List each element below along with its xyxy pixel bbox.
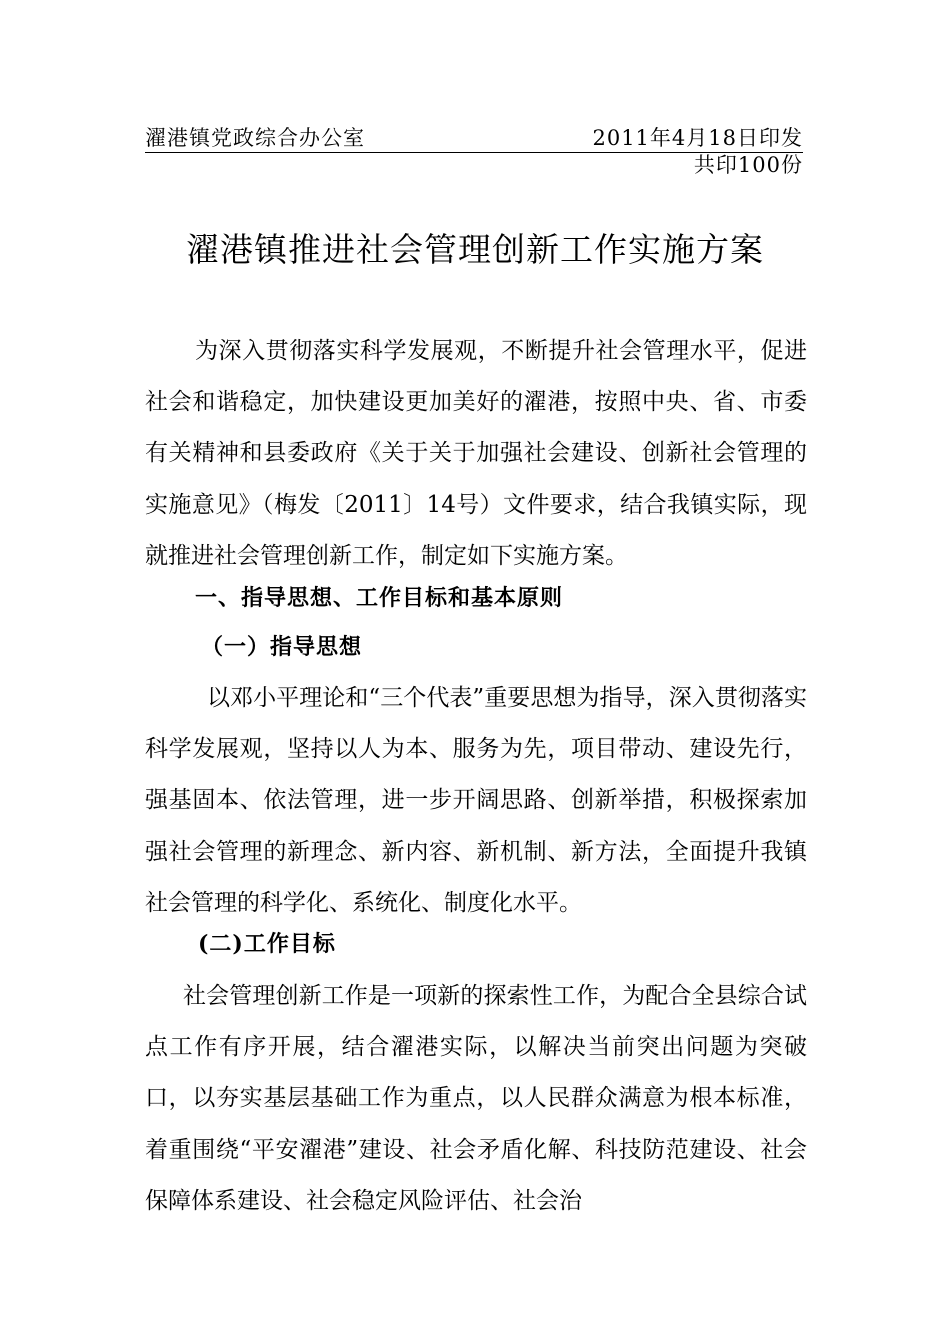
subsection-heading-work-goals: (二)工作目标 [198, 931, 336, 957]
print-copies: 共印100份 [693, 153, 803, 177]
section-heading-1: 一、指导思想、工作目标和基本原则 [195, 586, 564, 611]
guiding-thought-paragraph: 以邓小平理论和“三个代表”重要思想为指导，深入贯彻落实科学发展观，坚持以人为本、服务为先，项目带动、建设先行，强基固本、依法管理，进一步开阔思路、创新举措，积极探索加强社会管理的新理念、新内容、新机制、新方法，全面提升我镇社会管理的科学化、系统化、制度化水平。 [145, 685, 807, 916]
document-title: 濯港镇推进社会管理创新工作实施方案 [186, 230, 764, 269]
work-goals-paragraph: 社会管理创新工作是一项新的探索性工作，为配合全县综合试点工作有序开展，结合濯港实际，以解决当前突出问题为突破口，以夯实基层基础工作为重点，以人民群众满意为根本标准，着重围绕“平安濯港”建设、社会矛盾化解、科技防范建设、社会保障体系建设、社会稳定风险评估、社会治 [145, 983, 807, 1214]
issuer-name: 濯港镇党政综合办公室 [145, 126, 365, 150]
subsection-heading-guiding-thought: （一）指导思想 [201, 635, 363, 660]
intro-paragraph: 为深入贯彻落实科学发展观，不断提升社会管理水平，促进社会和谐稳定，加快建设更加美好的濯港，按照中央、省、市委有关精神和县委政府《关于关于加强社会建设、创新社会管理的实施意见》（梅发〔2011〕14号）文件要求，结合我镇实际，现就推进社会管理创新工作，制定如下实施方案。 [145, 338, 807, 569]
issue-date: 2011年4月18日印发 [592, 126, 803, 150]
issuer-line [145, 124, 803, 153]
